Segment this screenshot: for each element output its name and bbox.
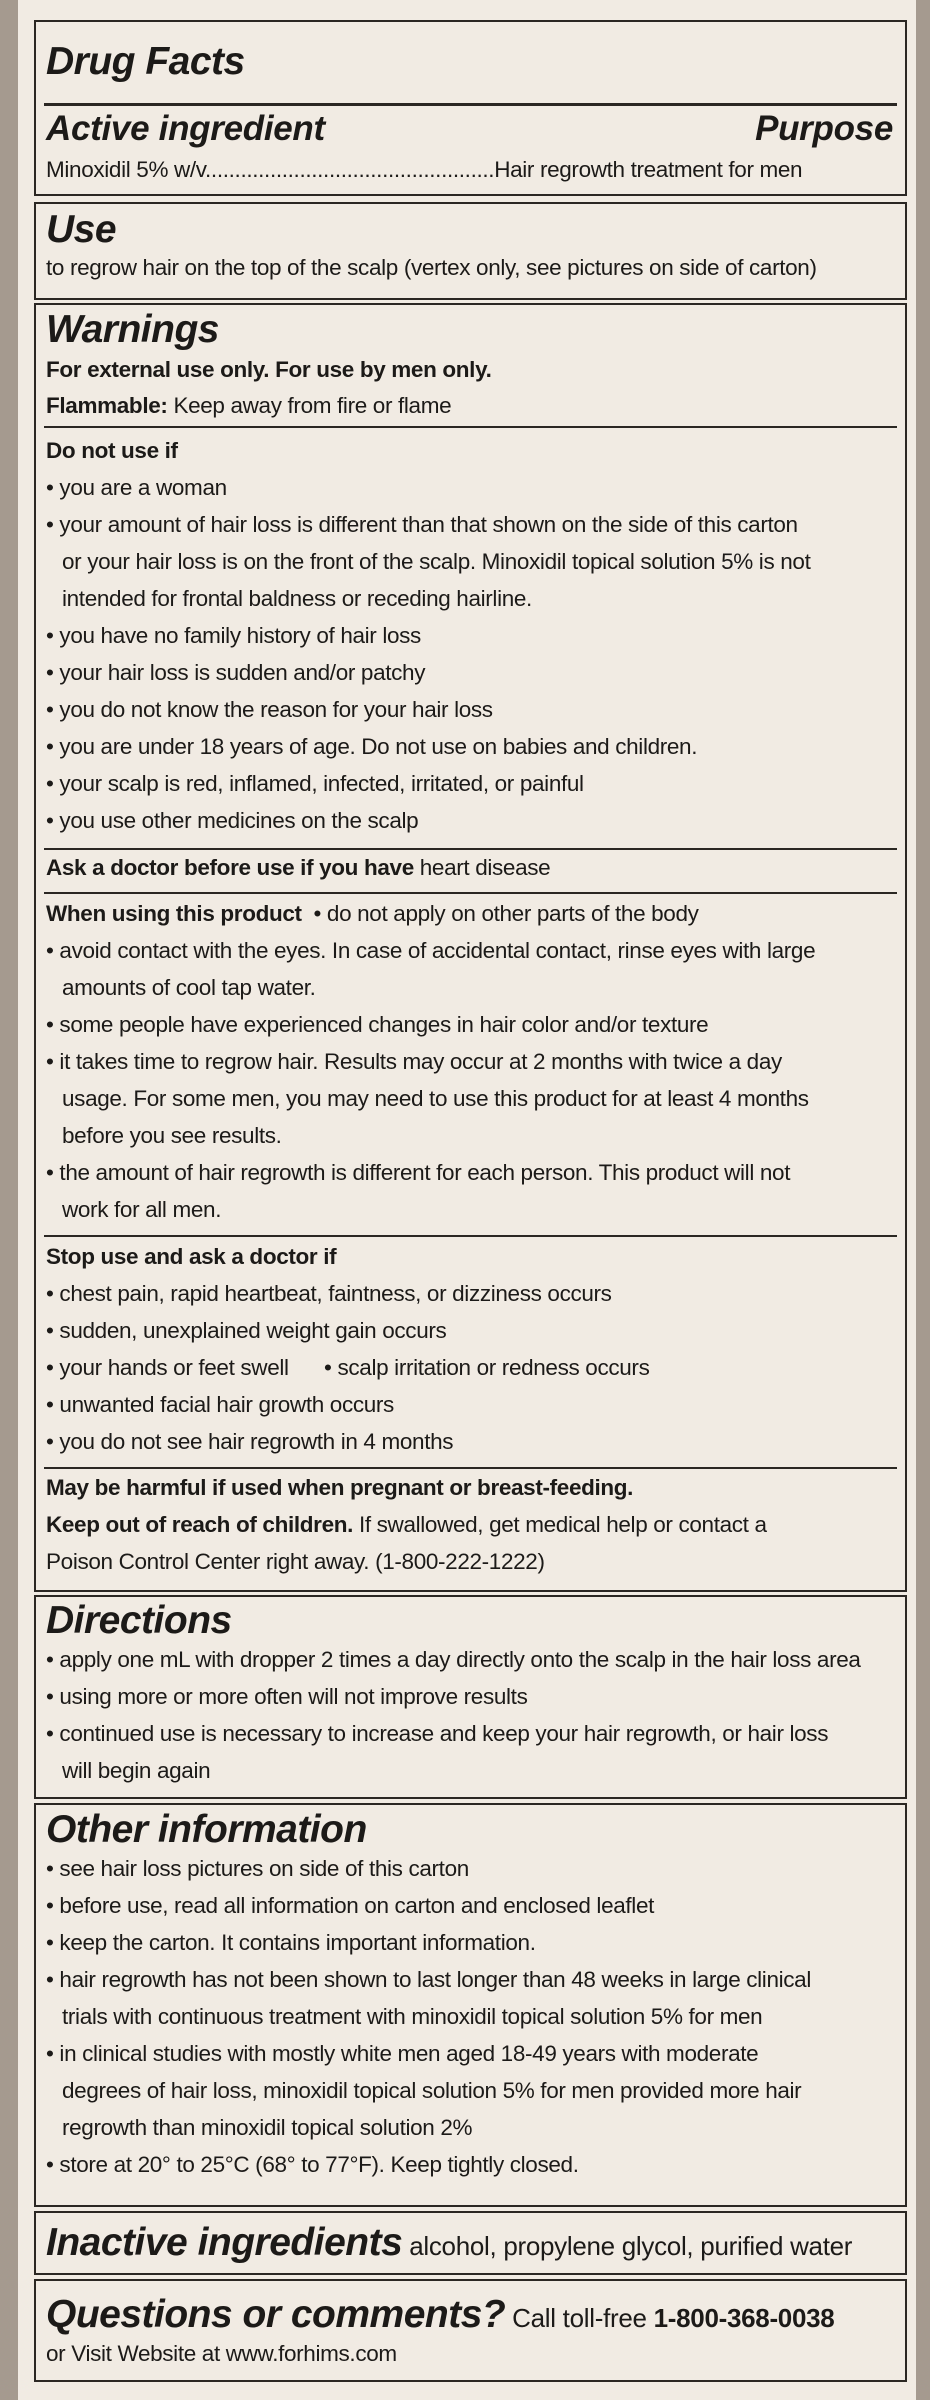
pregnancy-warning: May be harmful if used when pregnant or breast-feeding. — [46, 1475, 634, 1500]
use-text: to regrow hair on the top of the scalp (vertex only, see pictures on side of carton) — [46, 255, 817, 280]
active-ingredient-line — [46, 157, 802, 183]
keep-out-line — [46, 1512, 767, 1538]
inactive-ingredients-text: alcohol, propylene glycol, purified water — [402, 2231, 853, 2261]
inactive-ingredients-line — [46, 2221, 852, 2268]
other-info-item: • keep the carton. It contains important information. — [46, 1930, 536, 1955]
other-info-item: • see hair loss pictures on side of this carton — [46, 1856, 469, 1881]
stop-use-item: • you do not see hair regrowth in 4 months — [46, 1429, 454, 1454]
warnings-section — [34, 303, 907, 1592]
use-section — [34, 202, 907, 300]
do-not-use-item: • your scalp is red, inflamed, infected, irritated, or painful — [46, 771, 584, 796]
use-heading: Use — [46, 208, 117, 251]
when-using-item: • avoid contact with the eyes. In case of accidental contact, rinse eyes with large — [46, 938, 816, 963]
drug-facts-section — [34, 20, 907, 196]
when-using-item: • it takes time to regrow hair. Results may occur at 2 months with twice a day — [46, 1049, 782, 1074]
leader-dots: ................................................. — [205, 157, 495, 182]
questions-section — [34, 2279, 907, 2382]
keep-out-label: Keep out of reach of children. — [46, 1512, 354, 1537]
do-not-use-item: • you do not know the reason for your hair loss — [46, 697, 493, 722]
other-info-item-cont: trials with continuous treatment with minoxidil topical solution 5% for men — [62, 2004, 763, 2029]
other-info-item: • in clinical studies with mostly white men aged 18-49 years with moderate — [46, 2041, 759, 2066]
do-not-use-item: • your hair loss is sudden and/or patchy — [46, 660, 426, 685]
divider — [44, 103, 897, 106]
when-using-item: • the amount of hair regrowth is different for each person. This product will not — [46, 1160, 791, 1185]
other-info-item: • store at 20° to 25°C (68° to 77°F). Keep tightly closed. — [46, 2152, 579, 2177]
other-info-item: • hair regrowth has not been shown to last longer than 48 weeks in large clinical — [46, 1967, 811, 1992]
do-not-use-heading: Do not use if — [46, 438, 178, 463]
divider — [44, 426, 897, 428]
when-using-item-cont: work for all men. — [62, 1197, 222, 1222]
keep-out-text: If swallowed, get medical help or contact a — [353, 1512, 767, 1537]
drug-facts-title: Drug Facts — [46, 40, 245, 83]
directions-item: • apply one mL with dropper 2 times a day directly onto the scalp in the hair loss area — [46, 1647, 861, 1672]
when-using-item-cont: usage. For some men, you may need to use this product for at least 4 months — [62, 1086, 809, 1111]
divider — [44, 1235, 897, 1237]
external-use-line: For external use only. For use by men only. — [46, 357, 492, 382]
other-info-item-cont: regrowth than minoxidil topical solution 2% — [62, 2115, 473, 2140]
divider — [44, 892, 897, 894]
website-line: or Visit Website at www.forhims.com — [46, 2341, 397, 2366]
ingredient-name: Minoxidil 5% w/v — [46, 157, 206, 182]
stop-use-item: • sudden, unexplained weight gain occurs — [46, 1318, 447, 1343]
inactive-ingredients-section — [34, 2211, 907, 2275]
do-not-use-item: • you have no family history of hair loss — [46, 623, 421, 648]
active-ingredient-heading: Active ingredient — [46, 109, 325, 148]
when-using-heading: When using this product — [46, 901, 302, 926]
do-not-use-item: • you use other medicines on the scalp — [46, 808, 419, 833]
flammable-label: Flammable: — [46, 393, 168, 418]
questions-heading: Questions or comments? — [46, 2293, 506, 2336]
ask-doctor-label: Ask a doctor before use if you have — [46, 855, 414, 880]
other-information-heading: Other information — [46, 1808, 367, 1851]
do-not-use-item: • your amount of hair loss is different than that shown on the side of this carton — [46, 512, 798, 537]
other-info-item: • before use, read all information on carton and enclosed leaflet — [46, 1893, 655, 1918]
when-using-item: • some people have experienced changes in hair color and/or texture — [46, 1012, 709, 1037]
directions-heading: Directions — [46, 1599, 232, 1642]
directions-item-cont: will begin again — [62, 1758, 211, 1783]
inactive-ingredients-heading: Inactive ingredients — [46, 2221, 403, 2264]
poison-control-line: Poison Control Center right away. (1-800-222-1222) — [46, 1549, 545, 1574]
flammable-text: Keep away from fire or flame — [167, 393, 452, 418]
do-not-use-item-cont: or your hair loss is on the front of the scalp. Minoxidil topical solution 5% is not — [62, 549, 811, 574]
other-info-item-cont: degrees of hair loss, minoxidil topical solution 5% for men provided more hair — [62, 2078, 802, 2103]
questions-text: Call toll-free — [505, 2303, 654, 2333]
ask-doctor-text: heart disease — [413, 855, 551, 880]
directions-section — [34, 1595, 907, 1799]
stop-use-heading: Stop use and ask a doctor if — [46, 1244, 337, 1269]
do-not-use-item-cont: intended for frontal baldness or receding hairline. — [62, 586, 532, 611]
when-using-first: • do not apply on other parts of the body — [301, 901, 699, 926]
phone-number: 1-800-368-0038 — [653, 2303, 835, 2333]
when-using-line — [46, 901, 699, 927]
drug-facts-panel — [18, 0, 916, 2400]
ingredient-purpose: Hair regrowth treatment for men — [494, 157, 803, 182]
stop-use-item: • your hands or feet swell • scalp irritation or redness occurs — [46, 1355, 650, 1380]
stop-use-item: • chest pain, rapid heartbeat, faintness, or dizziness occurs — [46, 1281, 612, 1306]
flammable-line — [46, 393, 451, 419]
directions-item: • using more or more often will not improve results — [46, 1684, 528, 1709]
divider — [44, 848, 897, 850]
questions-line — [46, 2293, 834, 2340]
warnings-heading: Warnings — [46, 308, 219, 351]
when-using-item-cont: amounts of cool tap water. — [62, 975, 316, 1000]
when-using-item-cont: before you see results. — [62, 1123, 282, 1148]
other-information-section — [34, 1803, 907, 2207]
directions-item: • continued use is necessary to increase and keep your hair regrowth, or hair loss — [46, 1721, 829, 1746]
divider — [44, 1467, 897, 1469]
ask-doctor-line — [46, 855, 550, 881]
purpose-heading: Purpose — [755, 109, 893, 148]
stop-use-item: • unwanted facial hair growth occurs — [46, 1392, 394, 1417]
do-not-use-item: • you are under 18 years of age. Do not use on babies and children. — [46, 734, 698, 759]
do-not-use-item: • you are a woman — [46, 475, 227, 500]
